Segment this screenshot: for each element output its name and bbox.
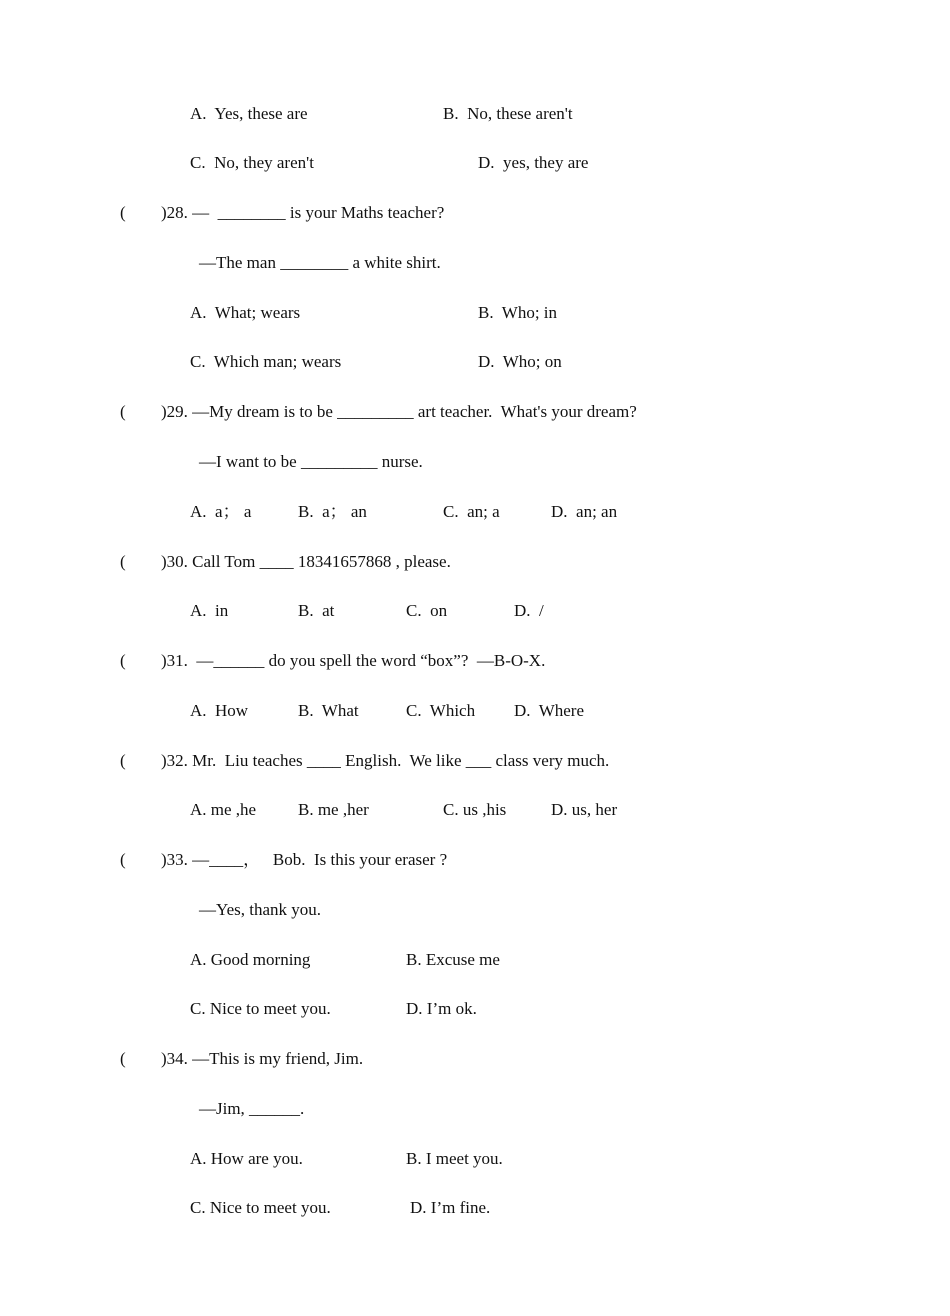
- q34-answer-paren: (: [120, 1049, 126, 1068]
- q34-option-a: A. How are you.: [190, 1149, 303, 1168]
- q32-stem: )32. Mr. Liu teaches ____ English. We like ___ class very much.: [161, 751, 610, 770]
- q29-answer-paren: (: [120, 402, 126, 421]
- q33-answer-paren: (: [120, 850, 126, 869]
- q29-option-b: B. a； an: [298, 502, 367, 521]
- q31-option-b: B. What: [298, 701, 359, 720]
- q30-stem: )30. Call Tom ____ 18341657868 , please.: [161, 552, 451, 571]
- q32-option-c: C. us ,his: [443, 800, 507, 819]
- q28-option-c: C. Which man; wears: [190, 352, 342, 371]
- q30-option-d: D. /: [514, 601, 544, 620]
- q28-stem: )28. — ________ is your Maths teacher?: [161, 203, 445, 222]
- q27-option-d: D. yes, they are: [478, 153, 589, 172]
- q31-option-c: C. Which: [406, 701, 476, 720]
- q34-reply: —Jim, ______.: [199, 1099, 305, 1118]
- q28-option-a: A. What; wears: [190, 303, 301, 322]
- q29-option-d: D. an; an: [551, 502, 618, 521]
- q34-option-b: B. I meet you.: [406, 1149, 503, 1168]
- q28-reply: —The man ________ a white shirt.: [199, 253, 441, 272]
- q28-option-d: D. Who; on: [478, 352, 562, 371]
- q31-answer-paren: (: [120, 651, 126, 670]
- q32-option-a: A. me ,he: [190, 800, 257, 819]
- q29-stem: )29. —My dream is to be _________ art teacher. What's your dream?: [161, 402, 637, 421]
- q33-option-c: C. Nice to meet you.: [190, 999, 331, 1018]
- q33-option-d: D. I’m ok.: [406, 999, 477, 1018]
- q32-option-d: D. us, her: [551, 800, 618, 819]
- q32-option-b: B. me ,her: [298, 800, 369, 819]
- q33-reply: —Yes, thank you.: [199, 900, 322, 919]
- q33-stem: )33. —____， Bob. Is this your eraser ?: [161, 850, 448, 869]
- q29-option-a: A. a； a: [190, 502, 252, 521]
- q28-option-b: B. Who; in: [478, 303, 558, 322]
- q29-reply: —I want to be _________ nurse.: [199, 452, 423, 471]
- q33-option-b: B. Excuse me: [406, 950, 500, 969]
- q30-option-c: C. on: [406, 601, 448, 620]
- q27-option-c: C. No, they aren't: [190, 153, 314, 172]
- q30-answer-paren: (: [120, 552, 126, 571]
- q27-option-b: B. No, these aren't: [443, 104, 573, 123]
- q29-option-c: C. an; a: [443, 502, 500, 521]
- q34-option-c: C. Nice to meet you.: [190, 1198, 331, 1217]
- q33-option-a: A. Good morning: [190, 950, 311, 969]
- q31-stem: )31. —______ do you spell the word “box”? —B-O-X.: [161, 651, 546, 670]
- q27-option-a: A. Yes, these are: [190, 104, 308, 123]
- q30-option-a: A. in: [190, 601, 229, 620]
- q32-answer-paren: (: [120, 751, 126, 770]
- q28-answer-paren: (: [120, 203, 126, 222]
- q30-option-b: B. at: [298, 601, 335, 620]
- q34-option-d: D. I’m fine.: [410, 1198, 491, 1217]
- q31-option-a: A. How: [190, 701, 249, 720]
- q34-stem: )34. —This is my friend, Jim.: [161, 1049, 364, 1068]
- q31-option-d: D. Where: [514, 701, 585, 720]
